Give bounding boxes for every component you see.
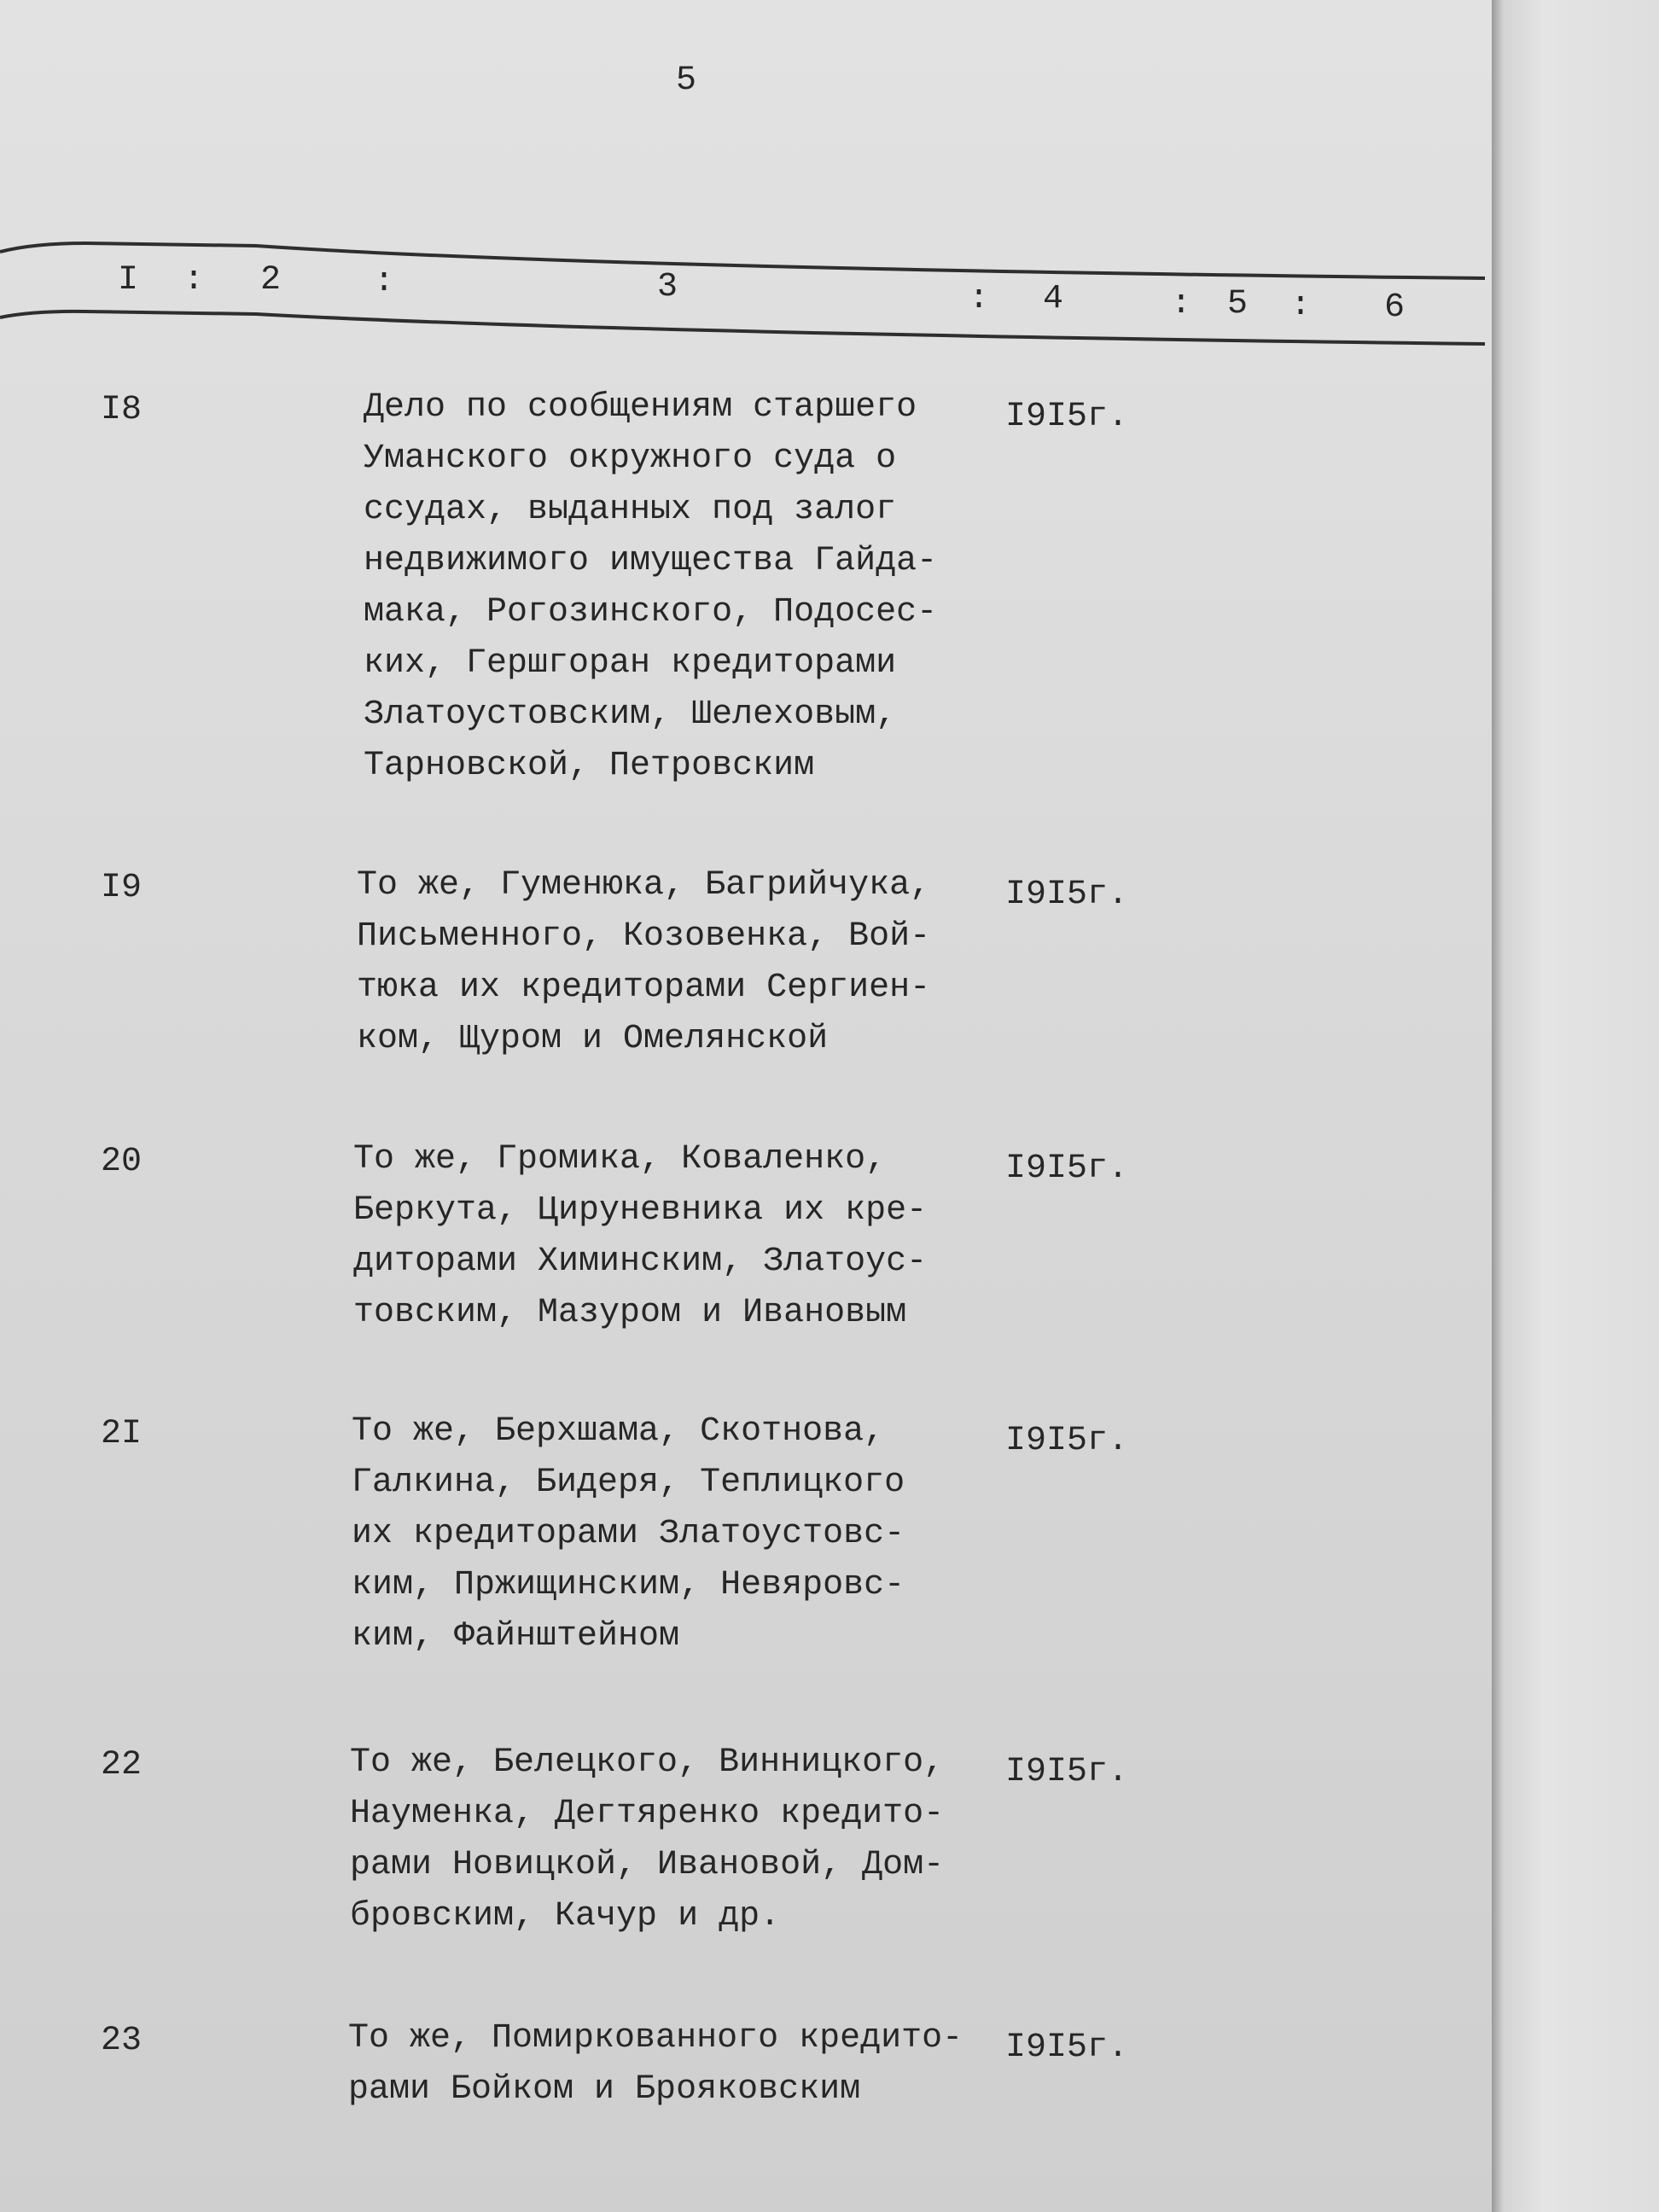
- description-line: Златоустовским, Шелеховым,: [364, 696, 897, 734]
- description-line: То же, Белецкого, Винницкого,: [350, 1743, 945, 1782]
- row-description: [357, 860, 930, 1065]
- row-year: I9I5г.: [1005, 1150, 1129, 1188]
- column-header-5: 5: [1227, 285, 1249, 323]
- description-line: диторами Химинским, Златоус-: [353, 1243, 928, 1281]
- column-separator: :: [969, 280, 990, 318]
- description-line: рами Бойком и Брояковским: [348, 2070, 861, 2109]
- column-header-1: I: [118, 261, 139, 300]
- description-line: Беркута, Цируневника их кре-: [353, 1191, 928, 1230]
- description-line: Галкина, Бидеря, Теплицкого: [352, 1464, 905, 1502]
- description-line: ким, Пржищинским, Невяровс-: [352, 1566, 905, 1604]
- column-separator: :: [1290, 287, 1312, 325]
- table-header-rules: [0, 0, 1659, 427]
- row-number: 20: [101, 1143, 143, 1181]
- column-header-2: 2: [260, 261, 282, 300]
- description-line: ссудах, выданных под залог: [364, 491, 897, 529]
- row-description: [348, 2013, 963, 2116]
- description-line: ком, Щуром и Омелянской: [357, 1020, 829, 1058]
- description-line: Письменного, Козовенка, Вой-: [357, 917, 931, 956]
- row-number: 2I: [101, 1415, 143, 1453]
- row-year: I9I5г.: [1005, 1422, 1129, 1460]
- row-description: [350, 1738, 944, 1942]
- column-separator: :: [1171, 285, 1192, 323]
- description-line: Уманского окружного суда о: [364, 439, 897, 478]
- description-line: ким, Файнштейном: [352, 1617, 680, 1656]
- description-line: ких, Гершгоран кредиторами: [364, 644, 897, 683]
- column-separator: :: [183, 261, 205, 300]
- description-line: То же, Громика, Коваленко,: [353, 1140, 887, 1179]
- column-header-6: 6: [1384, 288, 1406, 327]
- row-description: [364, 382, 937, 792]
- row-number: I8: [101, 391, 143, 429]
- row-year: I9I5г.: [1005, 2029, 1129, 2067]
- description-line: бровским, Качур и др.: [350, 1897, 781, 1936]
- description-line: товским, Мазуром и Ивановым: [353, 1294, 907, 1332]
- row-number: 22: [101, 1746, 143, 1784]
- row-year: I9I5г.: [1005, 398, 1129, 436]
- description-line: рами Новицкой, Ивановой, Дом-: [350, 1846, 945, 1884]
- description-line: их кредиторами Златоустовс-: [352, 1515, 905, 1553]
- page-number: 5: [676, 61, 697, 100]
- description-line: Науменка, Дегтяренко кредито-: [350, 1795, 945, 1833]
- description-line: Дело по сообщениям старшего: [364, 388, 917, 427]
- description-line: Тарновской, Петровским: [364, 747, 815, 785]
- row-description: [353, 1134, 927, 1339]
- row-description: [352, 1406, 905, 1662]
- column-header-3: 3: [657, 268, 678, 306]
- description-line: То же, Берхшама, Скотнова,: [352, 1412, 885, 1451]
- description-line: То же, Гуменюка, Багрийчука,: [357, 866, 931, 905]
- description-line: тюка их кредиторами Сергиен-: [357, 969, 931, 1007]
- description-line: недвижимого имущества Гайда-: [364, 542, 938, 580]
- column-separator: :: [374, 263, 395, 301]
- header-bottom-rule: [0, 311, 1485, 344]
- row-year: I9I5г.: [1005, 1753, 1129, 1791]
- column-header-4: 4: [1043, 280, 1064, 318]
- description-line: мака, Рогозинского, Подосес-: [364, 593, 938, 632]
- row-number: 23: [101, 2022, 143, 2060]
- row-number: I9: [101, 869, 143, 907]
- description-line: То же, Помиркованного кредито-: [348, 2019, 963, 2058]
- header-top-rule: [0, 243, 1485, 278]
- row-year: I9I5г.: [1005, 876, 1129, 914]
